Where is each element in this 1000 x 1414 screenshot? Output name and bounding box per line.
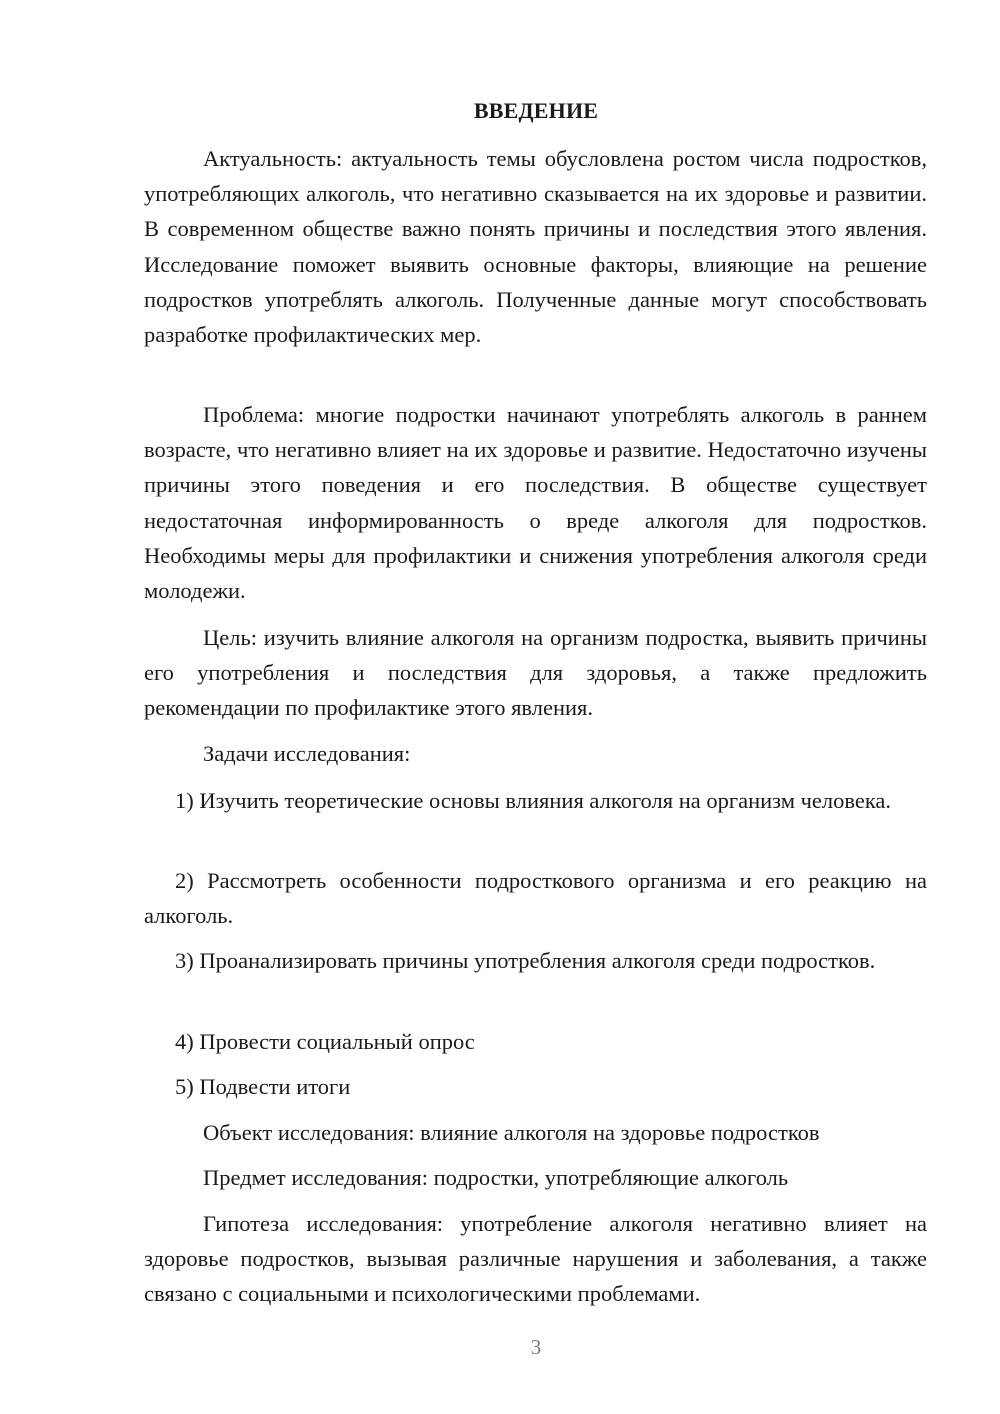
task-item-3: 3) Проанализировать причины употребления алкоголя среди подростков. [175,948,876,973]
task-item-1: 1) Изучить теоретические основы влияния алкоголя на организм человека. [175,788,892,813]
task-item-4: 4) Провести социальный опрос [175,1029,475,1054]
problem-paragraph: Проблема: многие подростки начинают употреблять алкоголь в раннем возрасте, что негативно влияет на их здоровье и развитие. Недостаточно изучены причины этого поведения и его последствия. В обществе существует недостаточная информированность о вреде алкоголя для подростков. Необходимы меры для профилактики и снижения употребления алкоголя среди молодежи. [144,402,927,604]
hypothesis-paragraph: Гипотеза исследования: употребление алкоголя негативно влияет на здоровье подростков, вызывая различные нарушения и заболевания, а также связано с социальными и психологическими проблемами. [144,1211,927,1307]
task-item-5: 5) Подвести итоги [175,1074,351,1099]
tasks-heading: Задачи исследования: [203,741,411,766]
object-paragraph: Объект исследования: влияние алкоголя на здоровье подростков [203,1120,820,1145]
relevance-paragraph: Актуальность: актуальность темы обусловлена ростом числа подростков, употребляющих алкоголь, что негативно сказывается на их здоровье и развитии. В современном обществе важно понять причины и последствия этого явления. Исследование поможет выявить основные факторы, влияющие на решение подростков употреблять алкоголь. Полученные данные могут способствовать разработке профилактических мер. [144,146,927,348]
goal-paragraph: Цель: изучить влияние алкоголя на организм подростка, выявить причины его употребления и последствия для здоровья, а также предложить рекомендации по профилактике этого явления. [144,625,927,721]
task-item-2: 2) Рассмотреть особенности подросткового организма и его реакцию на алкоголь. [144,868,927,929]
subject-paragraph: Предмет исследования: подростки, употребляющие алкоголь [203,1165,789,1190]
page-number: 3 [530,1335,542,1359]
section-title: ВВЕДЕНИЕ [473,98,599,123]
